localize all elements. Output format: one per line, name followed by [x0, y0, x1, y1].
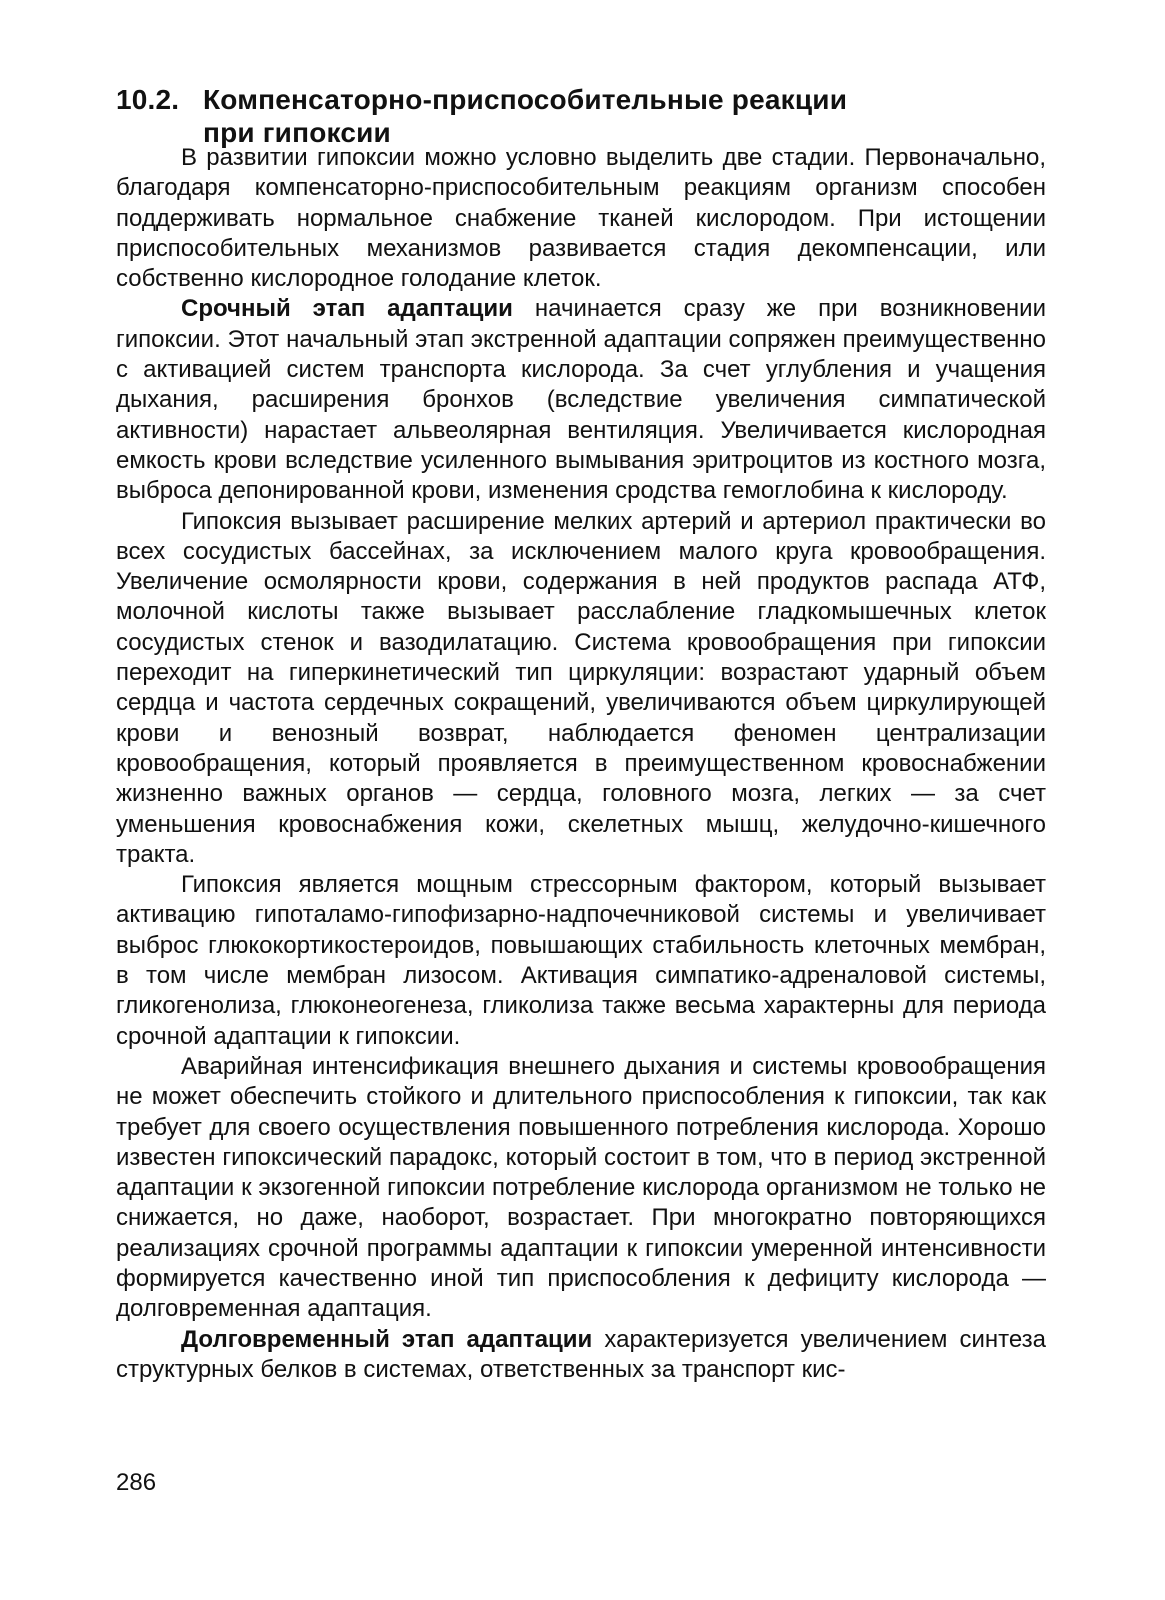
section-number: 10.2. — [116, 84, 180, 116]
paragraph-text: Гипоксия вызывает расширение мелких артерий и артериол практически во всех сосудистых бассейнах, за исключением малого круга кровообращения. Увеличение осмолярности крови, содержания в ней продуктов распада АТФ, молочной кислоты также вызывает расслабление гладкомышечных клеток сосудистых стенок и вазодилатацию. Система кровообращения при гипоксии переходит на гиперкинетический тип циркуляции: возрастают ударный объем сердца и частота сердечных сокращений, увеличиваются объем циркулирующей крови и венозный возврат, наблюдается феномен централизации кровообращения, который проявляется в преимущественном кровоснабжении жизненно важных органов — сердца, головного мозга, легких — за счет уменьшения кровоснабжения кожи, скелетных мышц, желудочно-кишечного тракта. — [116, 507, 1046, 868]
section-heading — [116, 83, 1076, 149]
section-title-line-1: Компенсаторно-приспособительные реакции — [203, 84, 848, 116]
paragraph-stress-factor — [116, 870, 1046, 1052]
paragraph-bold-term: Срочный этап адаптации — [181, 295, 513, 323]
paragraph-vasodilation — [116, 507, 1046, 871]
paragraph-urgent-adaptation — [116, 294, 1046, 506]
paragraph-text: Аварийная интенсификация внешнего дыхания и системы кровообращения не может обеспечить стойкого и длительного приспособления к гипоксии, так как требует для своего осуществления повышенного потребления кислорода. Хорошо известен гипоксический парадокс, который состоит в том, что в период экстренной адаптации к экзогенной гипоксии потребление кислорода организмом не только не снижается, но даже, наоборот, возрастает. При многократно повторяющихся реализациях срочной программы адаптации к гипоксии умеренной интенсивности формируется качественно иной тип приспособления к дефициту кислорода — долговременная адаптация. — [116, 1052, 1046, 1323]
paragraph-text: начинается сразу же при возникновении гипоксии. Этот начальный этап экстренной адаптации сопряжен преимущественно с активацией систем транспорта кислорода. За счет углубления и учащения дыхания, расширения бронхов (вследствие увеличения симпатической активности) нарастает альвеолярная вентиляция. Увеличивается кислородная емкость крови вследствие усиленного вымывания эритроцитов из костного мозга, выброса депонированной крови, изменения сродства гемоглобина к кислороду. — [116, 295, 1046, 505]
paragraph-text: В развитии гипоксии можно условно выделить две стадии. Первоначально, благодаря компенсаторно-приспособительным реакциям организм способен поддерживать нормальное снабжение тканей кислородом. При истощении приспособительных механизмов развивается стадия декомпенсации, или собственно кислородное голодание клеток. — [116, 144, 1046, 293]
page-number: 286 — [116, 1469, 157, 1496]
paragraph-long-term-adaptation — [116, 1325, 1046, 1386]
paragraph-text: Гипоксия является мощным стрессорным фактором, который вызывает активацию гипоталамо-гипофизарно-надпочечниковой системы и увеличивает выброс глюкокортикостероидов, повышающих стабильность клеточных мембран, в том числе мембран лизосом. Активация симпатико-адреналовой системы, гликогенолиза, глюконеогенеза, гликолиза также весьма характерны для периода срочной адаптации к гипоксии. — [116, 871, 1046, 1050]
paragraph-hypoxic-paradox — [116, 1052, 1046, 1325]
paragraph-text: характеризуется увеличением синтеза структурных белков в системах, ответственных за транспорт кис- — [116, 1325, 1046, 1383]
paragraph-bold-term: Долговременный этап адаптации — [181, 1325, 593, 1353]
section-title-line-2: при гипоксии — [203, 117, 391, 149]
body-text — [116, 143, 1046, 1385]
paragraph-intro — [116, 143, 1046, 294]
